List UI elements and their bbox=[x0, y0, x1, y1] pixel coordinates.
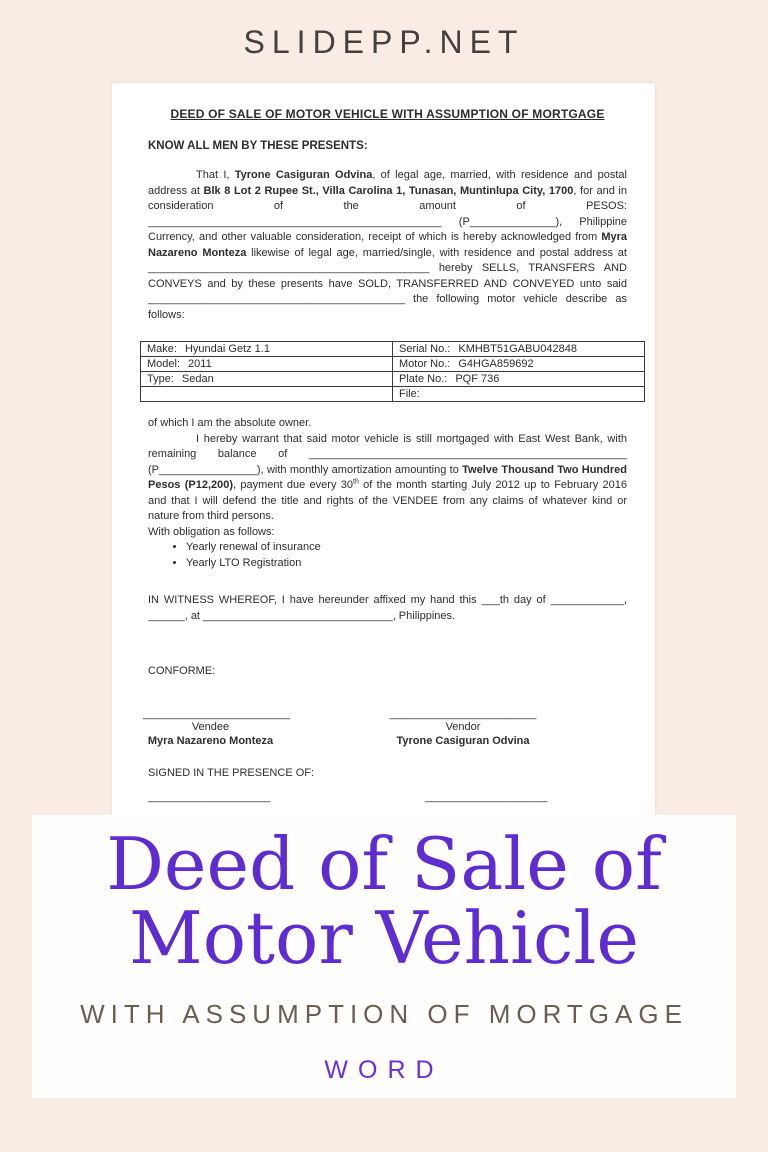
obligation-list bbox=[170, 540, 627, 571]
vendee-signature-line: ________________________ bbox=[143, 707, 290, 720]
pin-title-line-1: Deed of Sale of bbox=[106, 822, 662, 906]
vehicle-table-cell: Serial No.: KMHBT51GABU042848 bbox=[393, 342, 645, 357]
vehicle-table-row bbox=[141, 372, 645, 387]
pin-title bbox=[32, 822, 736, 980]
obligation-item: • Yearly LTO Registration bbox=[186, 556, 627, 572]
signature-row bbox=[143, 707, 627, 749]
presence-lines-row bbox=[148, 790, 627, 806]
witness-clause: IN WITNESS WHEREOF, I have hereunder affixed my hand this ___th day of ____________, ______, at _______________________________, Philippines. bbox=[148, 594, 627, 622]
pin-subtitle: WITH ASSUMPTION OF MORTGAGE bbox=[80, 999, 688, 1029]
vehicle-table-body bbox=[141, 342, 645, 402]
site-brand: SLIDEPP.NET bbox=[243, 24, 525, 60]
vehicle-details-table bbox=[140, 341, 645, 402]
vendor-role-label: Vendor bbox=[445, 721, 481, 733]
vehicle-table-cell: File: bbox=[393, 387, 645, 402]
obligation-heading: With obligation as follows: bbox=[148, 525, 275, 538]
vehicle-table-cell: Plate No.: PQF 736 bbox=[393, 372, 645, 387]
document-page bbox=[112, 83, 655, 815]
document-opening: KNOW ALL MEN BY THESE PRESENTS: bbox=[148, 139, 368, 152]
presence-label: SIGNED IN THE PRESENCE OF: bbox=[148, 767, 315, 779]
presence-line-right: ____________________ bbox=[425, 790, 548, 803]
presence-line-left: ____________________ bbox=[148, 790, 271, 803]
vehicle-table-row bbox=[141, 357, 645, 372]
vehicle-table-cell: Motor No.: G4HGA859692 bbox=[393, 357, 645, 372]
vendor-signature-block bbox=[358, 708, 568, 749]
intro-paragraph: That I, Tyrone Casiguran Odvina, of legal age, married, with residence and postal address at Blk 8 Lot 2 Rupee St., Villa Carolina 1, Tunasan, Muntinlupa City, 1700, for and in consideration of the amount of PESOS: ________________________________________________ (P______________), Philippine Currency, and other valuable consideration, receipt of which is hereby acknowledged from Myra Nazareno Monteza likewise of legal age, married/single, with residence and postal address at ______________________________________________ hereby SELLS, TRANSFERS AND CONVEYS and by these presents have SOLD, TRANSFERRED AND CONVEYED unto said __________________________________________ the following motor vehicle describe as follows: bbox=[148, 169, 627, 321]
vendee-role-label: Vendee bbox=[191, 721, 230, 733]
vehicle-table-cell: Make: Hyundai Getz 1.1 bbox=[141, 342, 393, 357]
conforme-label: CONFORME: bbox=[148, 665, 216, 677]
vehicle-table-cell: Type: Sedan bbox=[141, 372, 393, 387]
footer-card bbox=[32, 815, 736, 1098]
vendor-name: Tyrone Casiguran Odvina bbox=[396, 734, 530, 747]
vendor-signature-line: ________________________ bbox=[389, 707, 537, 720]
document-title: DEED OF SALE OF MOTOR VEHICLE WITH ASSUMPTION OF MORTGAGE bbox=[170, 107, 605, 121]
vehicle-table-row bbox=[141, 342, 645, 357]
vehicle-table-cell: Model: 2011 bbox=[141, 357, 393, 372]
owner-statement: of which I am the absolute owner. bbox=[148, 417, 312, 429]
vehicle-table-cell bbox=[141, 387, 393, 402]
vendee-signature-block bbox=[143, 707, 290, 749]
warranty-paragraph: I hereby warrant that said motor vehicle is still mortgaged with East West Bank, with remaining balance of ____________________________________________________ (P________________), with monthly amortization amounting to Twelve Thousand Two Hundred Pesos (P12,200), payment due every 30th of the month starting July 2012 up to February 2016 and that I will defend the title and rights of the VENDEE from any claims of whatever kind or nature from third persons. bbox=[148, 432, 627, 522]
vehicle-table-row bbox=[141, 387, 645, 402]
obligation-item: • Yearly renewal of insurance bbox=[186, 540, 627, 556]
vendee-name: Myra Nazareno Monteza bbox=[147, 734, 274, 747]
pin-title-line-2: Motor Vehicle bbox=[128, 896, 639, 980]
pin-format-label: WORD bbox=[324, 1056, 444, 1084]
